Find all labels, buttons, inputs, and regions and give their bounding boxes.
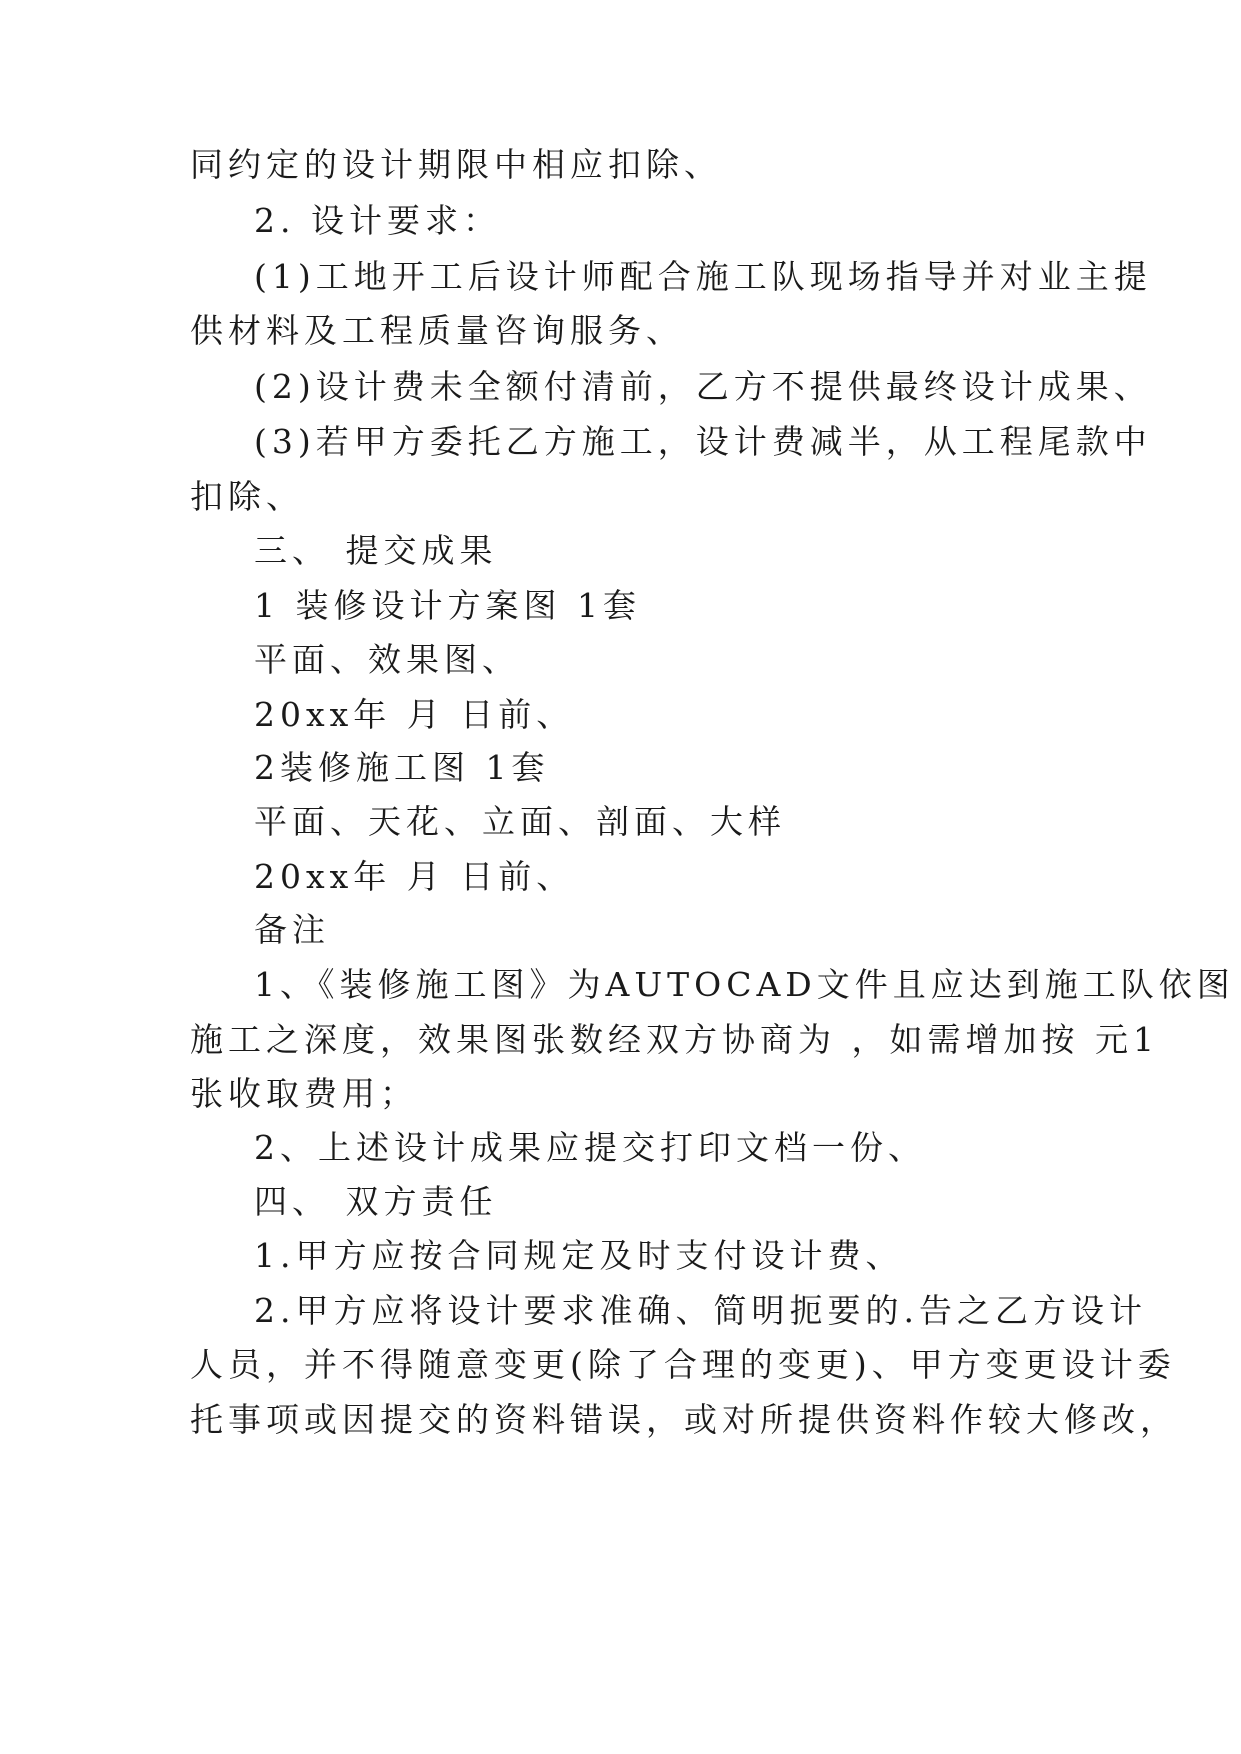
deliverable-item: 1 装修设计方案图 1套 bbox=[254, 586, 641, 625]
note-item-continuation: 施工之深度，效果图张数经双方协商为 ，如需增加按 元1 bbox=[190, 1020, 1159, 1059]
deliverable-detail: 平面、天花、立面、剖面、大样 bbox=[254, 802, 786, 841]
list-item: (1)工地开工后设计师配合施工队现场指导并对业主提 bbox=[254, 257, 1152, 296]
list-item-continuation: 扣除、 bbox=[190, 477, 304, 516]
section-item-heading: 2. 设计要求： bbox=[254, 201, 501, 240]
section-heading: 四、 双方责任 bbox=[254, 1182, 498, 1221]
section-heading: 三、 提交成果 bbox=[254, 531, 498, 570]
notes-heading: 备注 bbox=[254, 910, 330, 949]
deliverable-item: 2装修施工图 1套 bbox=[254, 748, 550, 787]
responsibility-item-continuation: 人员，并不得随意变更(除了合理的变更)、甲方变更设计委 bbox=[190, 1345, 1176, 1384]
list-item-continuation: 供材料及工程质量咨询服务、 bbox=[190, 311, 684, 350]
deliverable-detail: 平面、效果图、 bbox=[254, 640, 520, 679]
deliverable-date: 20xx年 月 日前、 bbox=[254, 695, 575, 734]
responsibility-item: 1.甲方应按合同规定及时支付设计费、 bbox=[254, 1236, 904, 1275]
body-text-line: 同约定的设计期限中相应扣除、 bbox=[190, 145, 722, 184]
responsibility-item-continuation: 托事项或因提交的资料错误，或对所提供资料作较大修改， bbox=[190, 1400, 1178, 1439]
list-item: (3)若甲方委托乙方施工，设计费减半，从工程尾款中 bbox=[254, 422, 1152, 461]
list-item: (2)设计费未全额付清前，乙方不提供最终设计成果、 bbox=[254, 367, 1152, 406]
note-item-continuation: 张收取费用； bbox=[190, 1074, 418, 1113]
deliverable-date: 20xx年 月 日前、 bbox=[254, 857, 575, 896]
note-item: 1、《装修施工图》为AUTOCAD文件且应达到施工队依图 bbox=[254, 965, 1235, 1004]
note-item: 2、上述设计成果应提交打印文档一份、 bbox=[254, 1128, 926, 1167]
responsibility-item: 2.甲方应将设计要求准确、简明扼要的.告之乙方设计 bbox=[254, 1291, 1147, 1330]
